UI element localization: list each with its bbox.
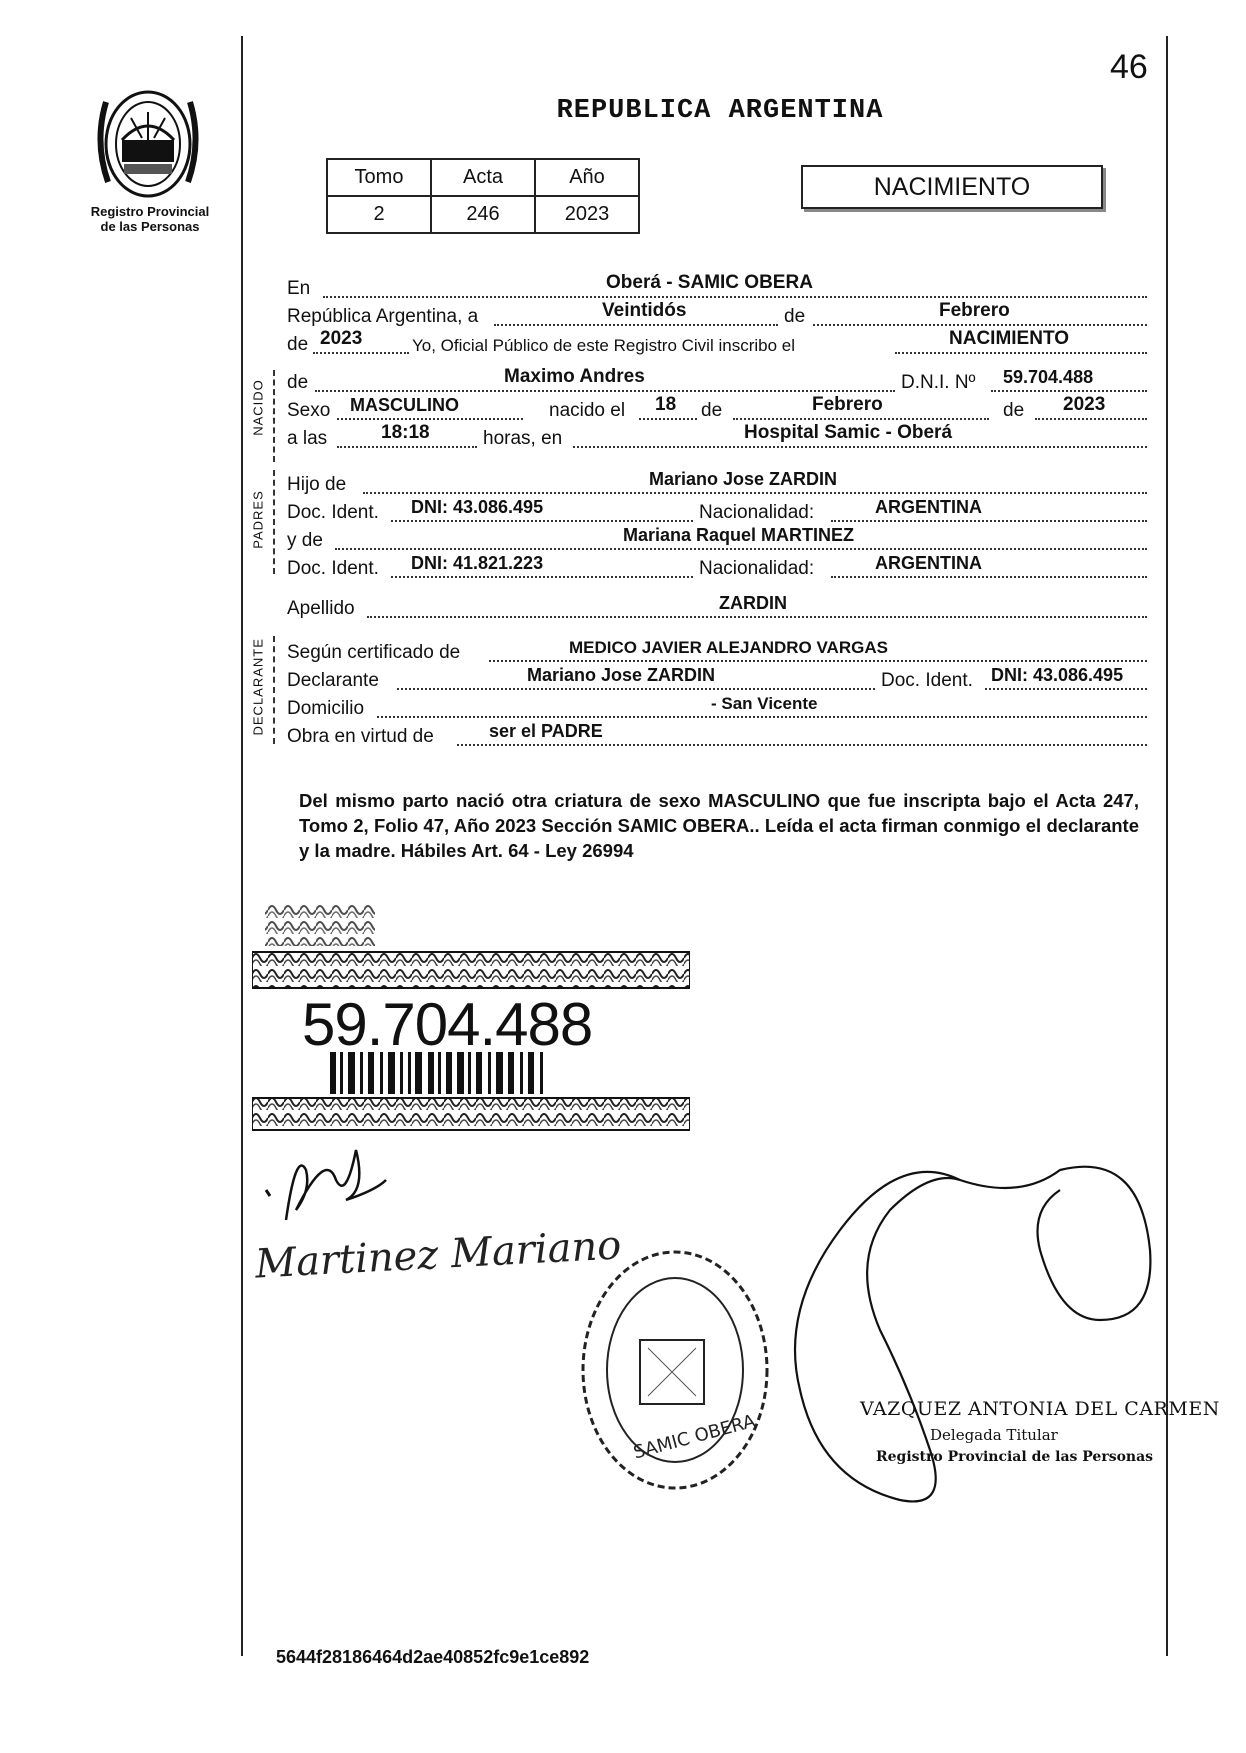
acta-value: 246 (431, 196, 535, 233)
a-las-label: a las (287, 428, 328, 449)
left-margin-line (241, 36, 243, 1656)
nac2-dots (831, 576, 1147, 578)
de-label-3: de (287, 372, 309, 393)
registro-line-1: Registro Provincial (90, 204, 210, 219)
hijo-de-label: Hijo de (287, 474, 347, 495)
obra-dots (457, 744, 1147, 746)
page-number: 46 (1110, 48, 1148, 86)
declarante-value: Mariano Jose ZARDIN (527, 665, 716, 685)
nacionalidad-label-1: Nacionalidad: (699, 502, 815, 523)
nacido-bracket (273, 370, 275, 462)
official-registry: Registro Provincial de las Personas (876, 1449, 1154, 1465)
sexo-value: MASCULINO (350, 395, 459, 415)
document-hash: 5644f28186464d2ae40852fc9e1ce892 (276, 1647, 590, 1667)
yo-oficial-label: Yo, Oficial Público de este Registro Civil inscribo el (412, 336, 795, 355)
obra-label: Obra en virtud de (287, 726, 434, 747)
padre-value: Mariano Jose ZARDIN (649, 469, 838, 489)
row-nombre (287, 366, 1147, 394)
nombre-value: Maximo Andres (504, 366, 645, 387)
madre-value: Mariana Raquel MARTINEZ (623, 525, 855, 545)
lugar-value: Hospital Samic - Oberá (744, 422, 953, 443)
domicilio-label: Domicilio (287, 698, 365, 719)
certificado-dots (489, 660, 1147, 662)
row-padre (287, 468, 1147, 496)
anio-dots (313, 352, 409, 354)
acta-header: Acta (431, 159, 535, 196)
nacido-anio-dots (1035, 418, 1147, 420)
lugar-dots (573, 446, 1147, 448)
en-label: En (287, 278, 311, 299)
nac1-value: ARGENTINA (875, 497, 982, 517)
registro-provincial-label (60, 204, 240, 234)
apellido-value: ZARDIN (719, 593, 787, 613)
row-declarante (287, 664, 1147, 692)
doc3-dots (985, 688, 1147, 690)
padres-bracket (273, 470, 275, 574)
nacido-mes-dots (733, 418, 989, 420)
row-domicilio (287, 692, 1147, 720)
padre-dots (363, 492, 1147, 494)
official-role: Delegada Titular (930, 1426, 1058, 1444)
domicilio-value: - San Vicente (711, 694, 818, 713)
anio-inscripcion-value: 2023 (320, 328, 363, 349)
apellido-dots (367, 616, 1147, 618)
en-value: Oberá - SAMIC OBERA (606, 272, 813, 293)
nacido-dia-dots (639, 418, 697, 420)
nacionalidad-label-2: Nacionalidad: (699, 558, 815, 579)
dni-sticker-number: 59.704.488 (302, 991, 593, 1058)
tomo-header: Tomo (327, 159, 431, 196)
certificado-label: Según certificado de (287, 642, 461, 663)
dia-dots (494, 324, 778, 326)
hora-dots (337, 446, 477, 448)
row-certificado (287, 636, 1147, 664)
row-doc-padre (287, 496, 1147, 524)
row-madre (287, 524, 1147, 552)
nacido-dia-value: 18 (655, 394, 677, 415)
official-name: VAZQUEZ ANTONIA DEL CARMEN (860, 1398, 1220, 1420)
dia-value: Veintidós (602, 300, 687, 321)
doc-ident-label-3: Doc. Ident. (881, 670, 973, 691)
declarant-signature-icon (256, 1130, 396, 1230)
registro-line-2: de las Personas (100, 219, 200, 234)
section-nacido-label: NACIDO (250, 379, 266, 436)
declarante-label: Declarante (287, 670, 379, 691)
de-label-5: de (1003, 400, 1025, 421)
seal-text: SAMIC OBERA (631, 1410, 758, 1464)
province-coat-of-arms-icon (86, 82, 210, 204)
row-en (287, 272, 1147, 300)
dni-value: 59.704.488 (1003, 367, 1094, 387)
en-dots (323, 296, 1147, 298)
dni-dots (991, 390, 1147, 392)
declarante-dots (397, 688, 875, 690)
doc2-value: DNI: 41.821.223 (411, 553, 544, 573)
row-hora (287, 422, 1147, 450)
apellido-label: Apellido (287, 598, 355, 619)
mes-value: Febrero (939, 300, 1010, 321)
inscribo-dots (895, 352, 1147, 354)
sexo-dots (337, 418, 523, 420)
nacido-mes-value: Febrero (812, 394, 883, 415)
nacido-el-label: nacido el (549, 400, 626, 421)
row-inscribo (287, 328, 1147, 356)
observation-note: Del mismo parto nació otra criatura de sexo MASCULINO que fue inscripta bajo el Acta 247, Tomo 2, Folio 47, Año 2023 Sección SAMIC OBERA.. Leída el acta firman conmigo el declarante y la madre. Hábiles Art. 64 - Ley 26994 (299, 790, 1139, 861)
row-fecha (287, 300, 1147, 328)
de-label-4: de (701, 400, 723, 421)
mes-dots (813, 324, 1147, 326)
hora-value: 18:18 (381, 422, 430, 443)
row-apellido (287, 592, 1147, 620)
inscribo-value: NACIMIENTO (949, 328, 1069, 349)
tomo-value: 2 (327, 196, 431, 233)
section-padres-label: PADRES (250, 490, 266, 549)
doc2-dots (391, 576, 693, 578)
row-sexo (287, 394, 1147, 422)
document-title: REPUBLICA ARGENTINA (556, 96, 884, 126)
anio-value: 2023 (535, 196, 639, 233)
horas-en-label: horas, en (483, 428, 563, 449)
y-de-label: y de (287, 530, 323, 551)
mother-signature: Martinez Mariano (254, 1222, 623, 1288)
doc1-value: DNI: 43.086.495 (411, 497, 544, 517)
tomo-acta-anio-table (326, 158, 640, 234)
de-label-1: de (784, 306, 806, 327)
obra-value: ser el PADRE (489, 721, 603, 741)
certificado-value: MEDICO JAVIER ALEJANDRO VARGAS (569, 638, 888, 657)
declarante-bracket (273, 636, 275, 744)
tipo-acta-box: NACIMIENTO (801, 165, 1103, 209)
doc3-value: DNI: 43.086.495 (991, 665, 1124, 685)
de-label-2: de (287, 334, 309, 355)
section-declarante-label: DECLARANTE (250, 638, 266, 736)
doc-ident-label-1: Doc. Ident. (287, 502, 379, 523)
doc1-dots (391, 520, 693, 522)
sexo-label: Sexo (287, 400, 331, 421)
anio-header: Año (535, 159, 639, 196)
official-seal-icon (570, 1240, 780, 1500)
republica-a-label: República Argentina, a (287, 306, 479, 327)
madre-dots (335, 548, 1147, 550)
row-doc-madre (287, 552, 1147, 580)
nacido-anio-value: 2023 (1063, 394, 1106, 415)
nombre-dots (315, 390, 895, 392)
dni-label: D.N.I. Nº (901, 372, 976, 393)
nac1-dots (831, 520, 1147, 522)
row-obra (287, 720, 1147, 748)
domicilio-dots (377, 716, 1147, 718)
doc-ident-label-2: Doc. Ident. (287, 558, 379, 579)
nac2-value: ARGENTINA (875, 553, 982, 573)
